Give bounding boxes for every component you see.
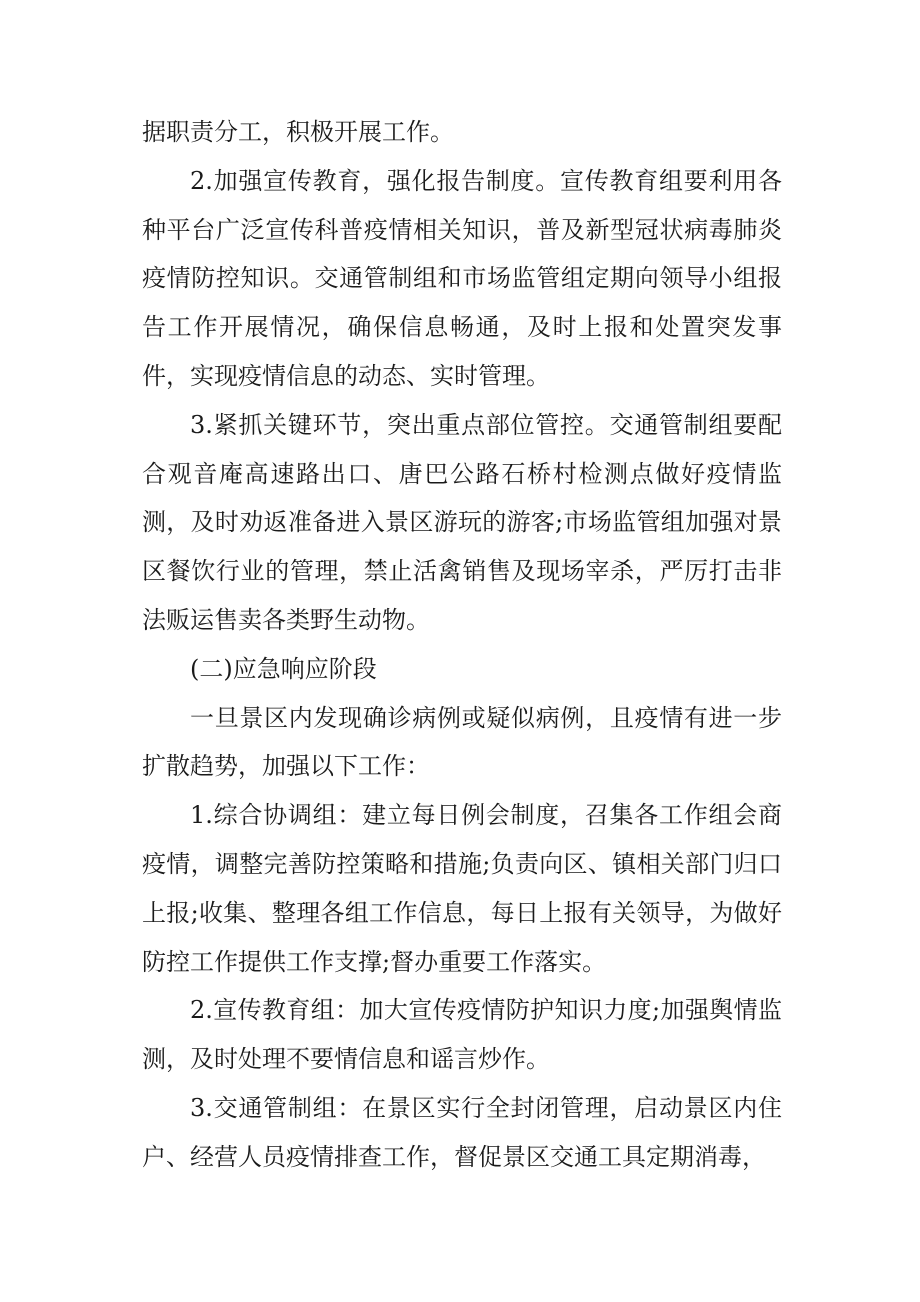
- paragraph-publicity-education: 2.加强宣传教育，强化报告制度。宣传教育组要利用各种平台广泛宣传科普疫情相关知识，普及新型冠状病毒肺炎疫情防控知识。交通管制组和市场监管组定期向领导小组报告工作开展情况，确保信息畅通，及时上报和处置突发事件，实现疫情信息的动态、实时管理。: [142, 166, 782, 390]
- paragraph-continuation: 据职责分工，积极开展工作。: [142, 118, 454, 146]
- document-body: [142, 108, 782, 1182]
- paragraph-traffic-control-group: 3.交通管制组：在景区实行全封闭管理，启动景区内住户、经营人员疫情排查工作，督促景区交通工具定期消毒，: [142, 1093, 782, 1171]
- paragraph-publicity-group: 2.宣传教育组：加大宣传疫情防护知识力度;加强舆情监测，及时处理不要情信息和谣言炒作。: [142, 996, 782, 1074]
- paragraph-key-links: 3.紧抓关键环节，突出重点部位管控。交通管制组要配合观音庵高速路出口、唐巴公路石桥村检测点做好疫情监测，及时劝返准备进入景区游玩的游客;市场监管组加强对景区餐饮行业的管理，禁止活禽销售及现场宰杀，严厉打击非法贩运售卖各类野生动物。: [142, 410, 782, 634]
- section-heading-emergency-response: (二)应急响应阶段: [190, 654, 377, 683]
- paragraph-coordination-group: 1.综合协调组：建立每日例会制度，召集各工作组会商疫情，调整完善防控策略和措施;负责向区、镇相关部门归口上报;收集、整理各组工作信息，每日上报有关领导，为做好防控工作提供工作支撑;督办重要工作落实。: [142, 801, 782, 976]
- paragraph-emergency-intro: 一旦景区内发现确诊病例或疑似病例，且疫情有进一步扩散趋势，加强以下工作：: [142, 703, 782, 781]
